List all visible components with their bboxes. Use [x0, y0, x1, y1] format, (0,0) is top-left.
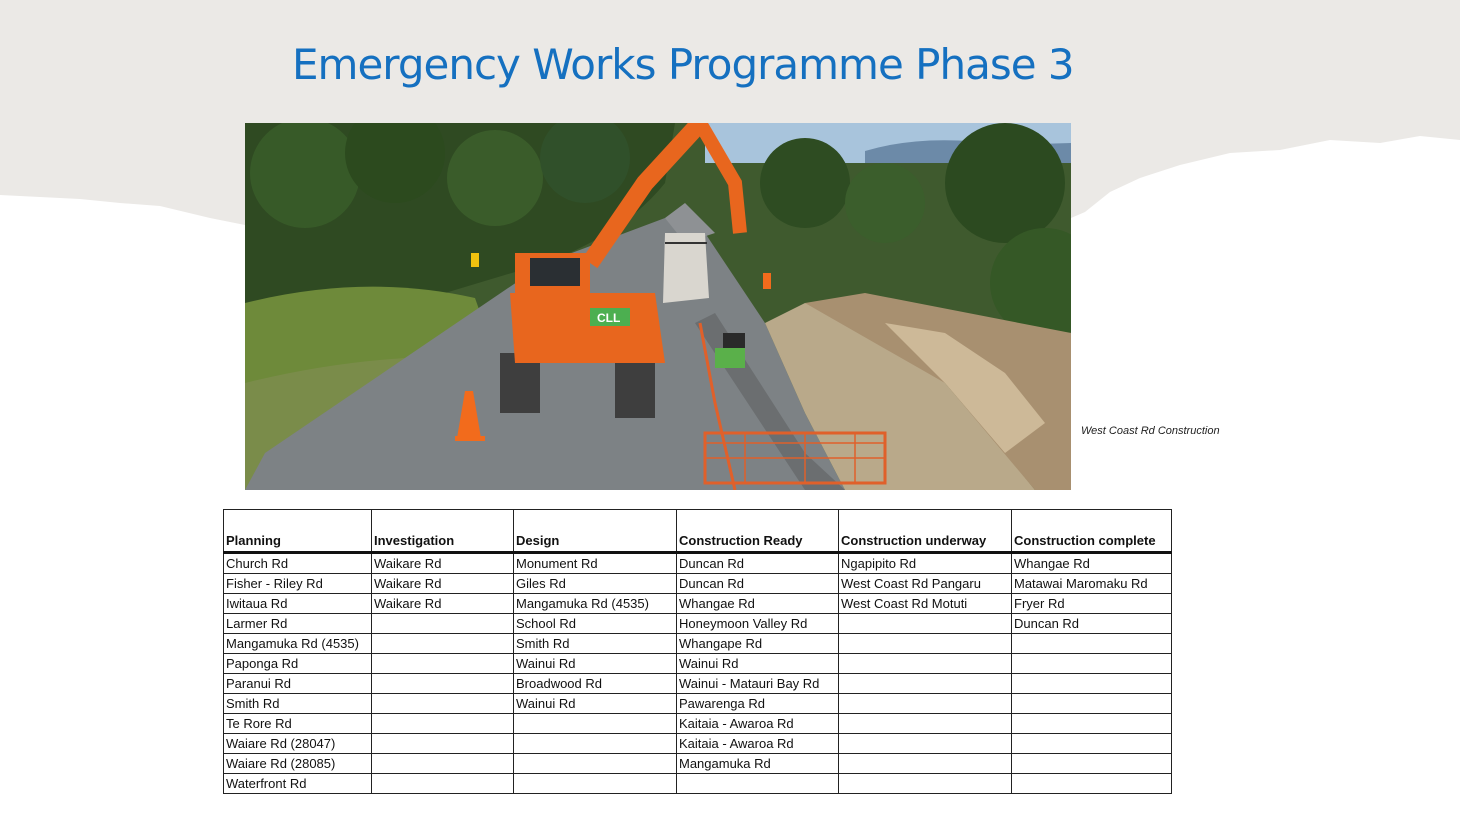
table-cell: Waiare Rd (28047) — [224, 734, 372, 754]
table-cell: Larmer Rd — [224, 614, 372, 634]
table-row — [224, 614, 1172, 634]
table-cell: Waiare Rd (28085) — [224, 754, 372, 774]
table-cell — [839, 734, 1012, 754]
table-cell: Waikare Rd — [372, 594, 514, 614]
excavator-road-illustration — [245, 123, 1071, 490]
table-cell — [514, 734, 677, 754]
header-design: Design — [514, 510, 677, 553]
table-cell — [372, 694, 514, 714]
page-title: Emergency Works Programme Phase 3 — [292, 40, 1074, 89]
table-cell: Wainui Rd — [514, 694, 677, 714]
table-cell: Whangae Rd — [1012, 553, 1172, 574]
table-cell — [1012, 734, 1172, 754]
table-cell: Kaitaia - Awaroa Rd — [677, 714, 839, 734]
table-cell: Wainui - Matauri Bay Rd — [677, 674, 839, 694]
table-cell: Broadwood Rd — [514, 674, 677, 694]
table-row — [224, 754, 1172, 774]
table-cell: Giles Rd — [514, 574, 677, 594]
table-cell: Whangae Rd — [677, 594, 839, 614]
construction-photo — [245, 123, 1071, 490]
table-cell: Smith Rd — [514, 634, 677, 654]
table-row — [224, 634, 1172, 654]
table-cell: Mangamuka Rd (4535) — [224, 634, 372, 654]
table-cell: Mangamuka Rd (4535) — [514, 594, 677, 614]
table-cell — [1012, 754, 1172, 774]
table-cell — [1012, 774, 1172, 794]
table-cell: Duncan Rd — [677, 553, 839, 574]
table-cell — [839, 674, 1012, 694]
table-cell — [839, 714, 1012, 734]
table-cell — [372, 634, 514, 654]
table-cell: Mangamuka Rd — [677, 754, 839, 774]
table-cell: Monument Rd — [514, 553, 677, 574]
table-cell — [1012, 674, 1172, 694]
table-cell: Wainui Rd — [677, 654, 839, 674]
table-cell: Paponga Rd — [224, 654, 372, 674]
table-cell — [1012, 654, 1172, 674]
table-cell: Duncan Rd — [677, 574, 839, 594]
table-row — [224, 694, 1172, 714]
table-cell: Fisher - Riley Rd — [224, 574, 372, 594]
table-cell: Duncan Rd — [1012, 614, 1172, 634]
table-cell — [372, 674, 514, 694]
header-construction-complete: Construction complete — [1012, 510, 1172, 553]
table-cell: Honeymoon Valley Rd — [677, 614, 839, 634]
table-cell: Matawai Maromaku Rd — [1012, 574, 1172, 594]
table-cell — [514, 754, 677, 774]
svg-text:CLL: CLL — [597, 311, 621, 325]
table-row — [224, 553, 1172, 574]
table-cell: Church Rd — [224, 553, 372, 574]
table-row — [224, 774, 1172, 794]
table-cell — [1012, 714, 1172, 734]
table-cell: Waterfront Rd — [224, 774, 372, 794]
table-cell: Kaitaia - Awaroa Rd — [677, 734, 839, 754]
table-cell — [514, 714, 677, 734]
table-cell — [839, 754, 1012, 774]
header-construction-underway: Construction underway — [839, 510, 1012, 553]
table-cell: Paranui Rd — [224, 674, 372, 694]
table-cell: Fryer Rd — [1012, 594, 1172, 614]
table-row — [224, 594, 1172, 614]
table-row — [224, 574, 1172, 594]
table-cell: West Coast Rd Pangaru — [839, 574, 1012, 594]
table-row — [224, 674, 1172, 694]
table-cell — [372, 714, 514, 734]
table-cell: Iwitaua Rd — [224, 594, 372, 614]
table-cell — [514, 774, 677, 794]
table-cell: Waikare Rd — [372, 574, 514, 594]
table-cell: Smith Rd — [224, 694, 372, 714]
table-row — [224, 654, 1172, 674]
table-row — [224, 734, 1172, 754]
table-cell — [372, 654, 514, 674]
table-cell: Pawarenga Rd — [677, 694, 839, 714]
table-cell — [372, 614, 514, 634]
table-cell: Whangape Rd — [677, 634, 839, 654]
table-cell — [839, 654, 1012, 674]
works-programme-table — [223, 509, 1172, 794]
table-row — [224, 714, 1172, 734]
table-cell — [839, 614, 1012, 634]
table-cell — [677, 774, 839, 794]
table-cell: Wainui Rd — [514, 654, 677, 674]
header-investigation: Investigation — [372, 510, 514, 553]
table-cell — [839, 694, 1012, 714]
table-cell — [372, 774, 514, 794]
table-cell: Waikare Rd — [372, 553, 514, 574]
header-construction-ready: Construction Ready — [677, 510, 839, 553]
table-cell — [839, 634, 1012, 654]
table-cell — [1012, 634, 1172, 654]
table-cell: School Rd — [514, 614, 677, 634]
table-cell: Ngapipito Rd — [839, 553, 1012, 574]
table-cell: West Coast Rd Motuti — [839, 594, 1012, 614]
table-cell — [372, 734, 514, 754]
photo-caption: West Coast Rd Construction — [1081, 425, 1220, 437]
table-cell — [1012, 694, 1172, 714]
header-planning: Planning — [224, 510, 372, 553]
table-cell — [372, 754, 514, 774]
table-cell: Te Rore Rd — [224, 714, 372, 734]
table-cell — [839, 774, 1012, 794]
table-header-row — [224, 510, 1172, 553]
